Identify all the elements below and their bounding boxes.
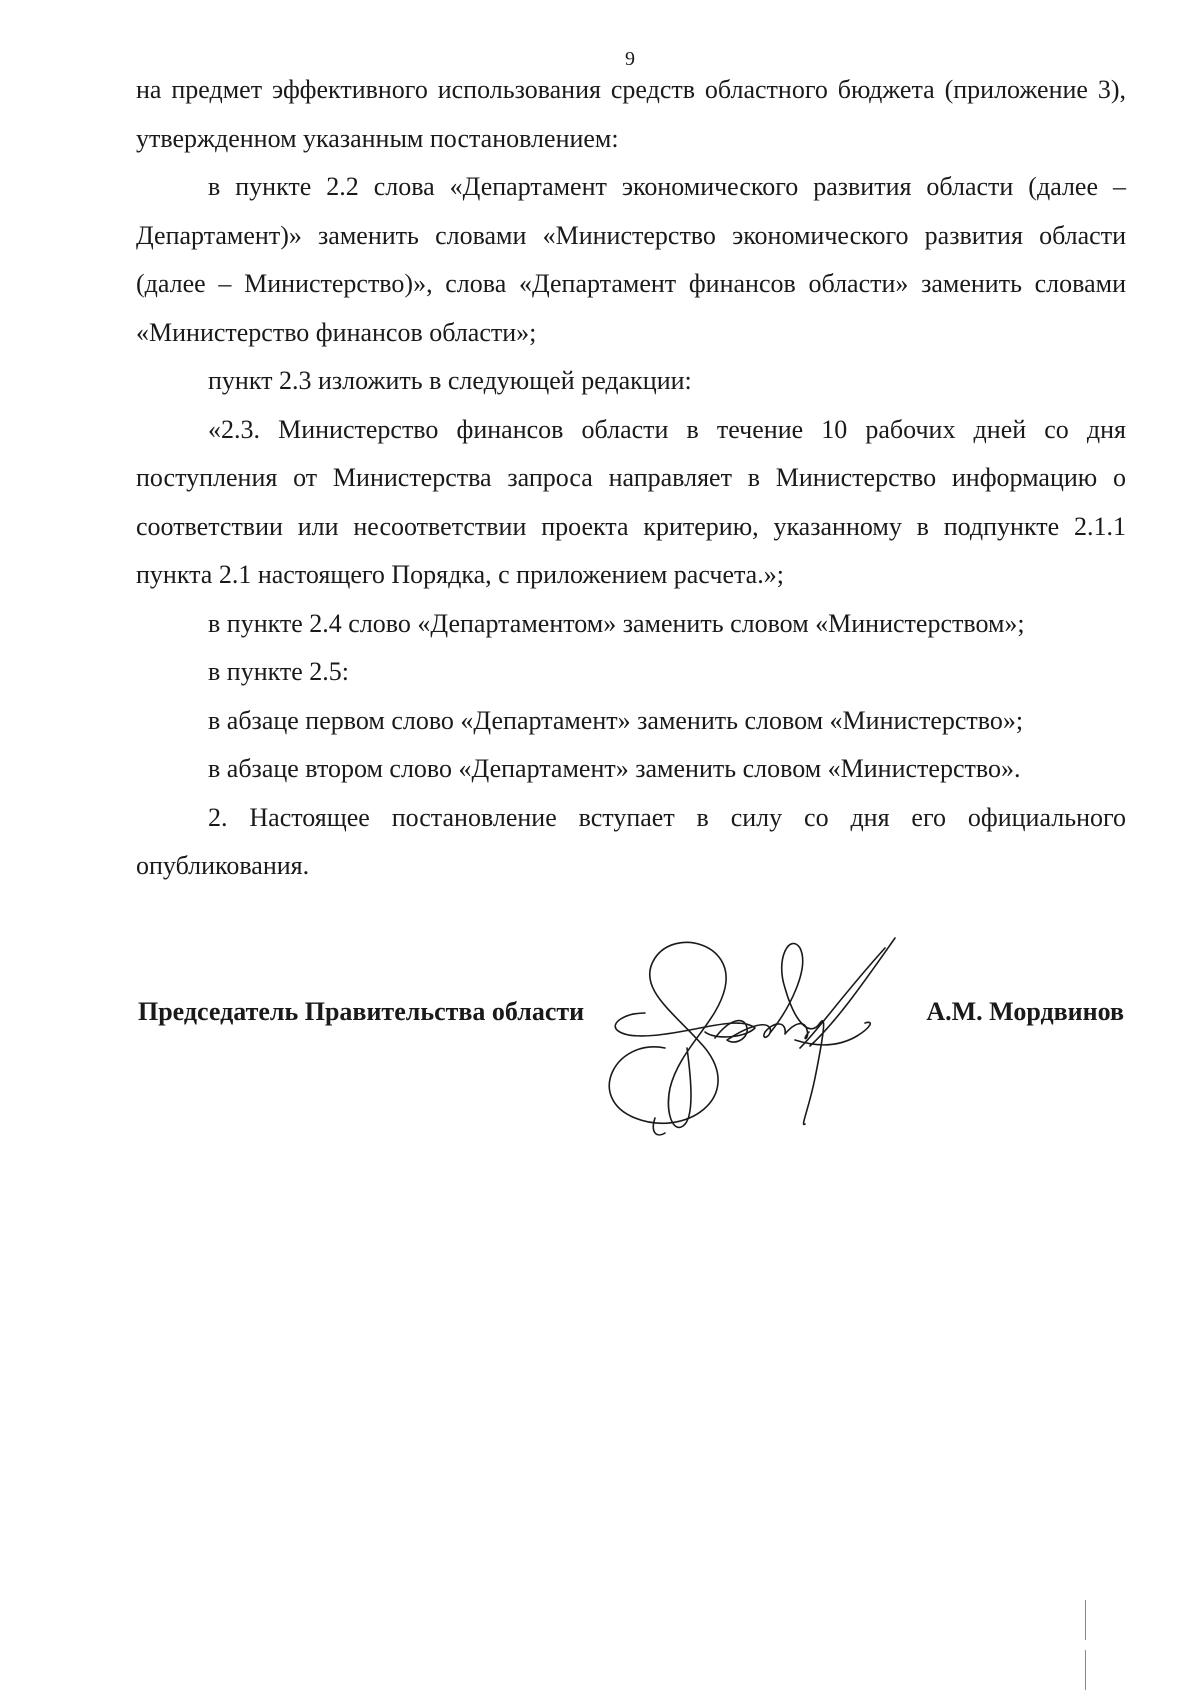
page-number: 9	[625, 48, 635, 70]
paragraph: 2. Настоящее постановление вступает в силу со дня его официального опубликования.	[136, 802, 1126, 880]
handwritten-signature	[595, 928, 945, 1138]
paragraph: в пункте 2.5:	[208, 657, 350, 686]
paragraph: пункт 2.3 изложить в следующей редакции:	[208, 366, 692, 395]
paragraph: «2.3. Министерство финансов области в течение 10 рабочих дней со дня поступления от Министерства запроса направляет в Министерство информацию о соответствии или несоответствии проекта критерию, указанному в подпункте 2.1.1 пункта 2.1 настоящего Порядка, с приложением расчета.»;	[136, 414, 1126, 589]
paragraph: на предмет эффективного использования средств областного бюджета (приложение 3), утвержденном указанным постановлением:	[136, 75, 1126, 153]
paragraph: в пункте 2.2 слова «Департамент экономического развития области (далее – Департамент)» заменить словами «Министерство экономического развития области (далее – Министерство)», слова «Департамент финансов области» заменить словами «Министерство финансов области»;	[136, 172, 1126, 347]
scan-artifact	[1085, 1650, 1086, 1690]
scan-artifact	[1085, 1600, 1086, 1640]
paragraph: в пункте 2.4 слово «Департаментом» заменить словом «Министерством»;	[208, 608, 1025, 638]
signer-name: А.М. Мордвинов	[926, 997, 1124, 1026]
paragraph: в абзаце первом слово «Департамент» заменить словом «Министерство»;	[208, 705, 1024, 735]
signer-position: Председатель Правительства области	[138, 997, 585, 1026]
paragraph: в абзаце втором слово «Департамент» заменить словом «Министерство».	[208, 754, 1021, 783]
document-body	[136, 66, 1126, 891]
